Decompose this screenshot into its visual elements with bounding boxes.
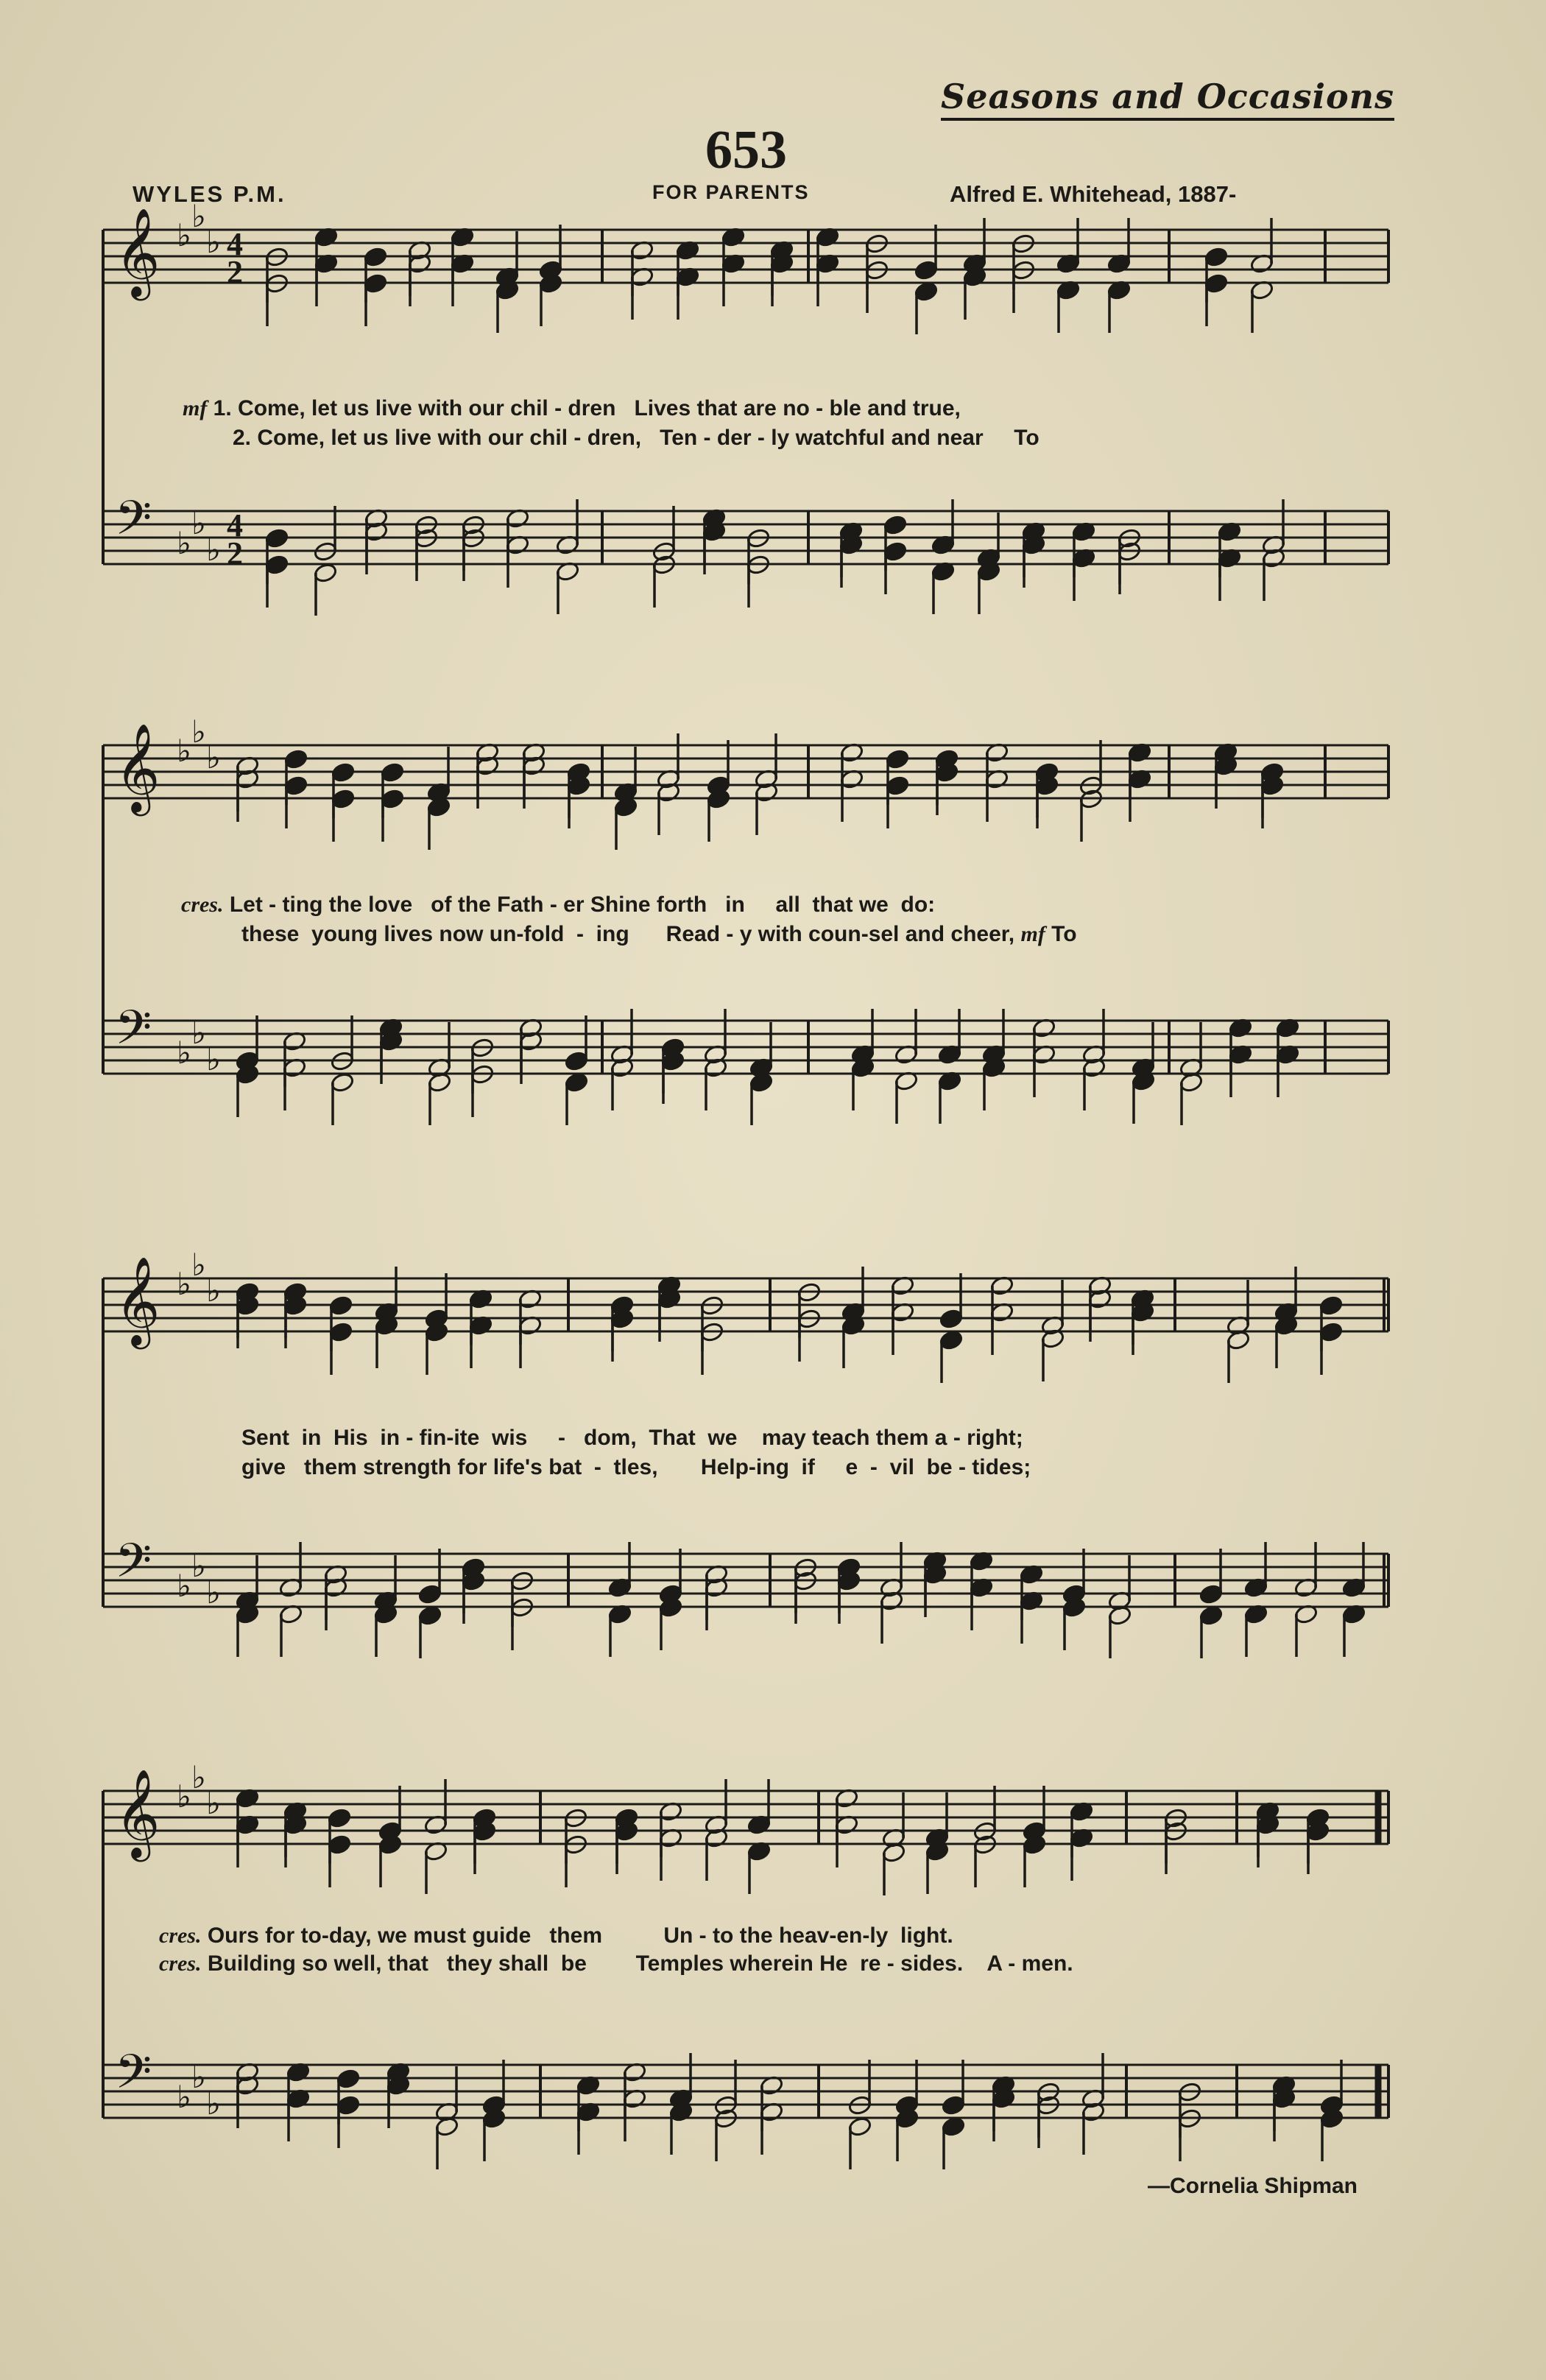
key-signature-flat: ♭ [206, 2085, 221, 2122]
time-signature-bottom: 2 [227, 535, 243, 571]
time-signature-top: 4 [227, 226, 243, 262]
verse-1-lyrics: 1. Come, let us live with our chil - dren Lives that are no - ble and true, [213, 396, 961, 420]
verse-2-lyrics-continuation: To [1051, 922, 1077, 946]
verse-1-lyrics: Ours for to-day, we must guide them Un - to the heav-en-ly light. [207, 1923, 953, 1948]
bass-clef: 𝄢 [115, 491, 152, 557]
key-signature-flat: ♭ [206, 1574, 221, 1610]
key-signature-flat: ♭ [191, 1015, 206, 1051]
treble-clef: 𝄞 [115, 722, 160, 812]
lyric-line [159, 1923, 953, 1948]
bass-clef: 𝄢 [115, 2045, 152, 2111]
time-signature-bottom: 2 [227, 254, 243, 290]
key-signature-flat: ♭ [177, 733, 191, 769]
key-signature-flat: ♭ [191, 714, 206, 750]
tune-name: WYLES P.M. [133, 181, 286, 207]
verse-2-lyrics: Building so well, that they shall be Temples wherein He re - sides. A - men. [207, 1951, 1073, 1976]
dynamic-marking: cres. [181, 892, 224, 917]
key-signature-flat: ♭ [177, 1035, 191, 1071]
key-signature-flat: ♭ [191, 2059, 206, 2095]
key-signature-flat: ♭ [206, 1041, 221, 1077]
key-signature-flat: ♭ [191, 1548, 206, 1584]
lyricist: —Cornelia Shipman [1147, 2174, 1358, 2198]
verse-2-lyrics: give them strength for life's bat - tles, Help-ing if e - vil be - tides; [241, 1455, 1031, 1479]
dynamic-marking: cres. [159, 1923, 202, 1948]
treble-clef: 𝄞 [115, 1256, 160, 1345]
key-signature-flat: ♭ [191, 1247, 206, 1283]
verse-2-lyrics: 2. Come, let us live with our chil - dren, Ten - der - ly watchful and near To [233, 426, 1040, 450]
key-signature-flat: ♭ [206, 224, 221, 260]
key-signature-flat: ♭ [177, 525, 191, 561]
key-signature-flat: ♭ [191, 1759, 206, 1795]
key-signature-flat: ♭ [177, 1568, 191, 1604]
key-signature-flat: ♭ [191, 198, 206, 234]
time-signature-top: 4 [227, 507, 243, 543]
section-header: Seasons and Occasions [941, 77, 1394, 121]
key-signature-flat: ♭ [177, 2079, 191, 2115]
bass-clef: 𝄢 [115, 1001, 152, 1067]
verse-1-lyrics: Sent in His in - fin-ite wis - dom, That we may teach them a - right; [241, 1426, 1023, 1450]
hymn-number: 653 [705, 120, 787, 180]
dynamic-marking: mf [1020, 922, 1045, 946]
key-signature-flat: ♭ [206, 1272, 221, 1309]
lyric-line [159, 1951, 1073, 1976]
key-signature-flat: ♭ [191, 505, 206, 541]
key-signature-flat: ♭ [177, 1266, 191, 1302]
key-signature-flat: ♭ [206, 739, 221, 775]
key-signature-flat: ♭ [177, 1778, 191, 1814]
treble-clef: 𝄞 [115, 207, 160, 297]
key-signature-flat: ♭ [206, 1785, 221, 1821]
verse-2-lyrics: these young lives now un-fold - ing Read - y with coun-sel and cheer, [241, 922, 1015, 946]
verse-1-lyrics: Let - ting the love of the Fath - er Shine forth in all that we do: [229, 892, 936, 917]
key-signature-flat: ♭ [177, 217, 191, 253]
key-signature-flat: ♭ [206, 532, 221, 568]
treble-clef: 𝄞 [115, 1768, 160, 1858]
hymn-theme: FOR PARENTS [652, 181, 810, 203]
bass-clef: 𝄢 [115, 1534, 152, 1600]
composer: Alfred E. Whitehead, 1887- [950, 181, 1237, 207]
dynamic-marking: cres. [159, 1951, 202, 1976]
dynamic-marking: mf [183, 396, 208, 420]
